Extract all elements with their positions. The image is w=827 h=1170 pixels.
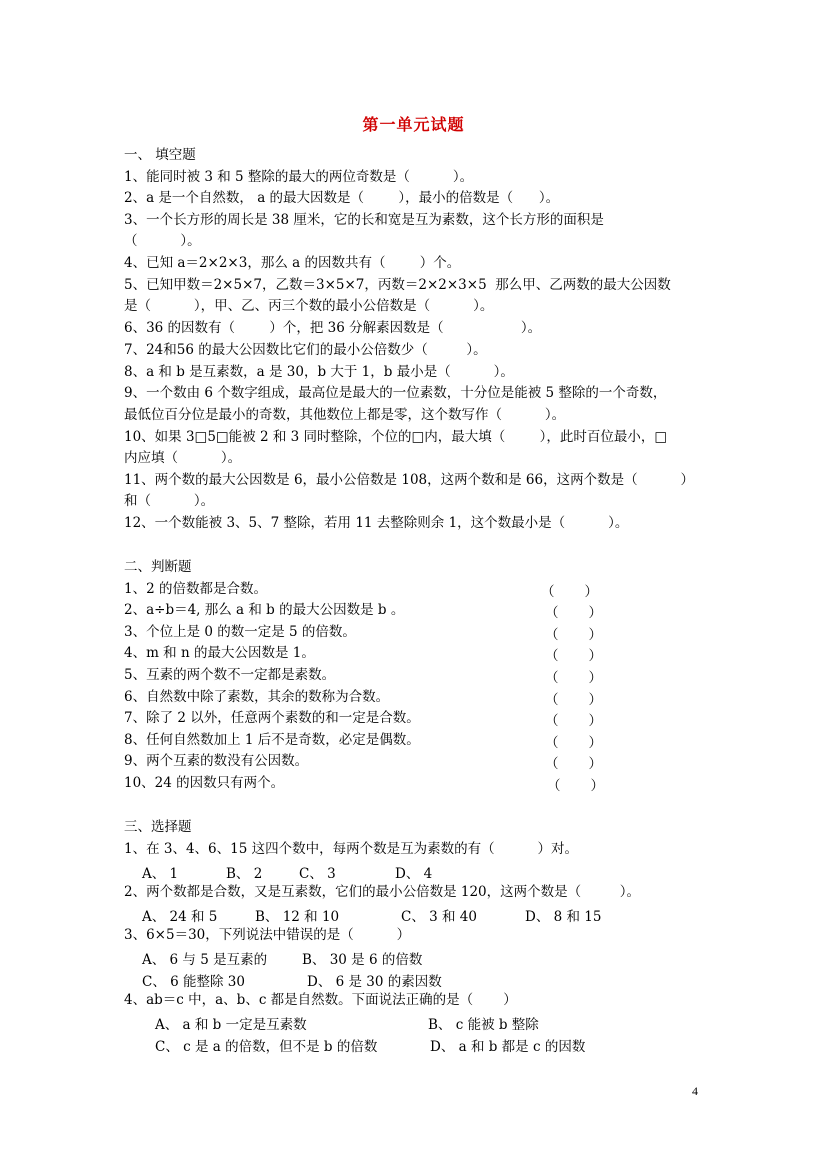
section-heading-true-false: 二、判断题	[124, 559, 192, 575]
question-line: 5、已知甲数＝2×5×7，乙数＝3×5×7，丙数＝2×2×3×5 那么甲、乙两数的最大公因数	[124, 277, 671, 293]
section-heading-fill-blank: 一、 填空题	[124, 147, 196, 163]
question-line: 3、一个长方形的周长是 38 厘米，它的长和宽是互为素数，这个长方形的面积是	[124, 212, 604, 228]
judgement-item: 6、自然数中除了素数，其余的数称为合数。	[124, 689, 390, 705]
answer-bracket: （ ）	[545, 670, 603, 686]
page-title: 第一单元试题	[362, 115, 465, 134]
choice-option: C、 3 和 40	[401, 909, 477, 925]
question-line: 8、a 和 b 是互素数，a 是 30，b 大于 1，b 最小是（ ）。	[124, 364, 514, 380]
answer-bracket: （ ）	[545, 735, 603, 751]
question-line: 9、一个数由 6 个数字组成，最高位是最大的一位素数，十分位是能被 5 整除的一个奇数，	[124, 385, 667, 401]
question-line: 6、36 的因数有（ ）个，把 36 分解素因数是（ ）。	[124, 320, 542, 336]
question-line: 2、a 是一个自然数， a 的最大因数是（ ），最小的倍数是（ ）。	[124, 190, 560, 206]
answer-bracket: （ ）	[545, 648, 603, 664]
answer-bracket: （ ）	[547, 778, 605, 794]
choice-option: C、 c 是 a 的倍数，但不是 b 的倍数	[155, 1039, 378, 1055]
choice-question-stem: 4、ab＝c 中，a、b、c 都是自然数。下面说法正确的是（ ）	[124, 992, 517, 1008]
answer-bracket: （ ）	[545, 605, 603, 621]
question-line: 4、已知 a＝2×2×3，那么 a 的因数共有（ ）个。	[124, 255, 461, 271]
choice-option: B、 2	[226, 866, 263, 882]
choice-option: A、 a 和 b 一定是互素数	[155, 1017, 307, 1033]
judgement-item: 4、m 和 n 的最大公因数是 1。	[124, 645, 315, 661]
choice-option: D、 8 和 15	[525, 909, 602, 925]
choice-option: A、 24 和 5	[142, 909, 218, 925]
choice-option: B、 12 和 10	[255, 909, 340, 925]
judgement-item: 1、2 的倍数都是合数。	[124, 581, 267, 597]
choice-option: A、 6 与 5 是互素的	[142, 952, 268, 968]
question-line: 和（ ）。	[124, 493, 215, 509]
answer-bracket: （ ）	[545, 627, 603, 643]
choice-question-stem: 3、6×5＝30，下列说法中错误的是（ ）	[124, 927, 411, 943]
question-line: 12、一个数能被 3、5、7 整除，若用 11 去整除则余 1，这个数最小是（ ）。	[124, 515, 629, 531]
answer-bracket: （ ）	[545, 756, 603, 772]
judgement-item: 3、个位上是 0 的数一定是 5 的倍数。	[124, 624, 356, 640]
answer-bracket: （ ）	[541, 584, 599, 600]
page-number: 4	[692, 1084, 698, 1098]
judgement-item: 7、除了 2 以外，任意两个素数的和一定是合数。	[124, 710, 420, 726]
question-line: 是（ ），甲、乙、丙三个数的最小公倍数是（ ）。	[124, 298, 494, 314]
choice-question-stem: 2、两个数都是合数，又是互素数，它们的最小公倍数是 120，这两个数是（ ）。	[124, 884, 641, 900]
choice-question-stem: 1、在 3、4、6、15 这四个数中，每两个数是互为素数的有（ ）对。	[124, 841, 579, 857]
judgement-item: 2、a÷b＝4, 那么 a 和 b 的最大公因数是 b 。	[124, 602, 405, 618]
question-line: （ ）。	[124, 233, 201, 249]
choice-option: B、 c 能被 b 整除	[428, 1017, 539, 1033]
choice-option: C、 3	[299, 866, 336, 882]
judgement-item: 10、24 的因数只有两个。	[124, 775, 285, 791]
judgement-item: 8、任何自然数加上 1 后不是奇数，必定是偶数。	[124, 732, 420, 748]
choice-option: D、 a 和 b 都是 c 的因数	[430, 1039, 586, 1055]
question-line: 1、能同时被 3 和 5 整除的最大的两位奇数是（ ）。	[124, 169, 474, 185]
question-line: 内应填（ ）。	[124, 450, 242, 466]
question-line: 11、两个数的最大公因数是 6，最小公倍数是 108，这两个数和是 66，这两个数是（ ）	[124, 472, 694, 488]
answer-bracket: （ ）	[545, 713, 603, 729]
question-line: 最低位百分位是最小的奇数，其他数位上都是零，这个数写作（ ）。	[124, 407, 566, 423]
question-line: 10、如果 3□5□能被 2 和 3 同时整除，个位的□内，最大填（ ），此时百位最小，□	[124, 429, 668, 445]
answer-bracket: （ ）	[545, 692, 603, 708]
choice-option: A、 1	[142, 866, 179, 882]
section-heading-multiple-choice: 三、选择题	[124, 819, 192, 835]
choice-option: B、 30 是 6 的倍数	[302, 952, 423, 968]
choice-option: C、 6 能整除 30	[142, 974, 245, 990]
judgement-item: 5、互素的两个数不一定都是素数。	[124, 667, 336, 683]
judgement-item: 9、两个互素的数没有公因数。	[124, 753, 309, 769]
choice-option: D、 6 是 30 的素因数	[307, 974, 442, 990]
question-line: 7、24和56 的最大公因数比它们的最小公倍数少（ ）。	[124, 342, 487, 358]
choice-option: D、 4	[395, 866, 433, 882]
